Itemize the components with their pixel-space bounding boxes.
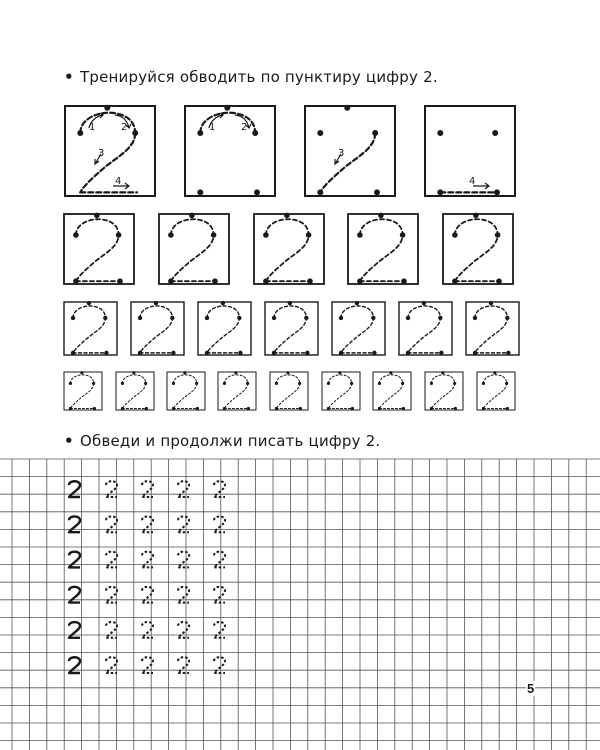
- traced-digit-two: [106, 516, 117, 532]
- traced-digit-two: [178, 516, 189, 532]
- traced-digit-two-path: [178, 622, 189, 638]
- traced-digit-two: [106, 481, 117, 497]
- traced-digit-two: [106, 657, 117, 673]
- traced-digit-two-path: [178, 481, 189, 497]
- model-digit-two-path: [69, 622, 80, 638]
- traced-digit-two: [178, 481, 189, 497]
- bullet-icon: •: [64, 68, 74, 86]
- model-digit-two-path: [69, 587, 80, 603]
- stroke-order-label: 3: [338, 148, 345, 159]
- traced-digit-two: [106, 552, 117, 568]
- traced-digit-two: [214, 481, 225, 497]
- stroke-order-label: 4: [469, 176, 476, 187]
- stroke-order-label: 1: [89, 122, 96, 133]
- stroke-order-label: 2: [121, 122, 128, 133]
- page-number: 5: [527, 681, 535, 696]
- traced-digit-two-path: [106, 657, 117, 673]
- instruction-write-text: Обведи и продолжи писать цифру 2.: [80, 432, 381, 450]
- traced-digit-two-path: [178, 657, 189, 673]
- traced-digit-two-path: [214, 622, 225, 638]
- model-digit-two-path: [69, 657, 80, 673]
- traced-digit-two: [106, 622, 117, 638]
- traced-digit-two: [106, 587, 117, 603]
- bullet-icon: •: [64, 432, 74, 450]
- grid-lines: [0, 459, 600, 750]
- traced-digit-two: [214, 552, 225, 568]
- model-digit-two-path: [69, 552, 80, 568]
- model-digit-two: [69, 587, 80, 603]
- model-digit-two-path: [69, 481, 80, 497]
- traced-digit-two: [178, 552, 189, 568]
- traced-digit-two: [214, 587, 225, 603]
- traced-digit-two: [178, 622, 189, 638]
- instruction-trace-text: Тренируйся обводить по пунктиру цифру 2.: [80, 68, 438, 86]
- traced-digit-two: [178, 587, 189, 603]
- traced-digit-two-path: [178, 587, 189, 603]
- traced-digit-two-path: [106, 587, 117, 603]
- traced-digit-two-path: [214, 481, 225, 497]
- traced-digit-two: [178, 657, 189, 673]
- traced-digit-two: [214, 622, 225, 638]
- stroke-order-label: 4: [115, 176, 122, 187]
- model-digit-two: [69, 622, 80, 638]
- traced-digit-two: [214, 657, 225, 673]
- traced-digit-two-path: [106, 516, 117, 532]
- traced-digit-two-path: [214, 552, 225, 568]
- model-digit-two-path: [69, 516, 80, 532]
- model-digit-two: [69, 552, 80, 568]
- traced-digit-two-path: [106, 622, 117, 638]
- traced-digit-two: [214, 516, 225, 532]
- stroke-order-label: 2: [241, 122, 248, 133]
- model-digit-two: [69, 516, 80, 532]
- traced-digit-two-path: [214, 516, 225, 532]
- stroke-order-label: 1: [209, 122, 216, 133]
- stroke-order-label: 3: [98, 148, 105, 159]
- traced-digit-two-path: [214, 587, 225, 603]
- traced-digit-two-path: [106, 481, 117, 497]
- traced-digit-two-path: [106, 552, 117, 568]
- traced-digit-two-path: [214, 657, 225, 673]
- traced-digit-two-path: [178, 552, 189, 568]
- traced-digit-two-path: [178, 516, 189, 532]
- model-digit-two: [69, 657, 80, 673]
- model-digit-two: [69, 481, 80, 497]
